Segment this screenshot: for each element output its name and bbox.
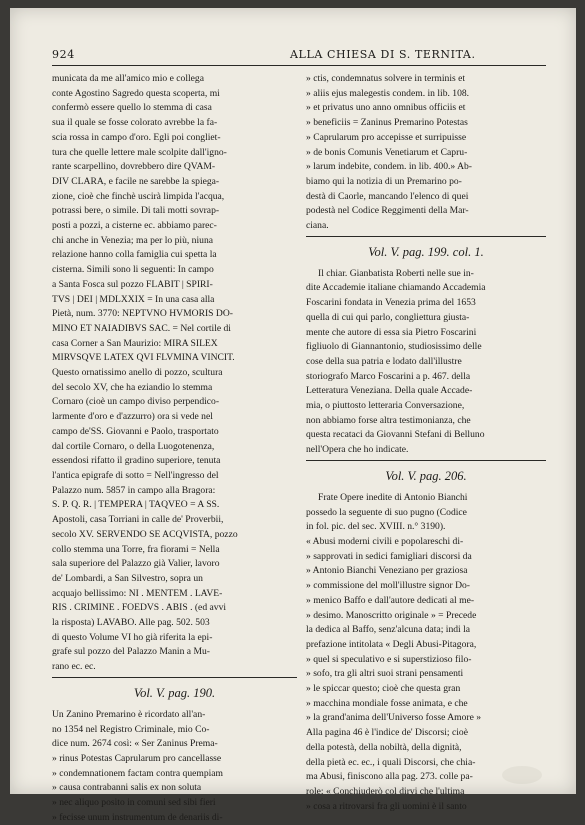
text-line: possedo la seguente di suo pugno (Codice (306, 506, 467, 518)
right-text-block-2 (306, 267, 546, 458)
text-line: sua il quale se fosse colorato avrebbe la fa- (52, 117, 218, 129)
text-line: » la grand'anima dell'Universo fosse Amore » (306, 712, 482, 724)
text-line: « Abusi moderni civili e popolareschi di- (306, 535, 464, 547)
text-line: municata da me all'amico mio e collega (52, 73, 204, 84)
text-line: » Antonio Bianchi Veneziano per graziosa (306, 565, 468, 577)
text-line: » fecisse unum instrumentum de denariis di- (52, 811, 223, 823)
text-line: campo de'SS. Giovanni e Paolo, trasportato (52, 425, 219, 437)
text-line: dal cortile Cornaro, o della Luogotenenza, (52, 440, 215, 452)
text-line: RIS . CRIMINE . FOEDVS . ABIS . (ed avvi (52, 602, 227, 614)
text-line: del secolo XV, che ha eziandio lo stemma (52, 381, 213, 393)
section-heading-vol-v-pag-206: Vol. V. pag. 206. (385, 468, 467, 483)
section-heading-vol-v-pag-199: Vol. V. pag. 199. col. 1. (368, 244, 484, 259)
text-line: in fol. pic. del sec. XVIII. n.° 3190). (306, 521, 446, 533)
text-line: » causa contrabanni salis ex non soluta (52, 782, 202, 794)
text-line: ma Abusi, finiscono alla pag. 273. colle pa- (306, 771, 473, 783)
text-line: posti a pozzi, a cisterne ec. abbiamo parec- (52, 220, 217, 232)
text-line: » sofo, tra gli altri suoi strani pensamenti (306, 668, 464, 680)
text-line: MIRVSQVE LATEX QVI FLVMINA VINCIT. (52, 352, 235, 364)
text-line: mente che autore di essa sia Pietro Foscarini (306, 326, 477, 338)
text-line: questa recataci da Giovanni Stefani di Belluno (306, 429, 485, 441)
text-line: Il chiar. Gianbatista Roberti nelle sue in- (318, 267, 474, 279)
text-line: storiografo Marco Foscarini a p. 467. della (306, 370, 471, 382)
text-line: casa Corner a San Maurizio: MIRA SILEX (52, 337, 218, 349)
text-line: no 1354 nel Registro Criminale, mio Co- (52, 723, 210, 735)
text-line: prefazione intitolata « Degli Abusi-Pitagora, (306, 638, 477, 650)
text-line: » beneficiis = Zaninus Premarino Potestas (306, 117, 468, 129)
text-line: grafe sul pozzo del Palazzo Manin a Mu- (52, 646, 210, 658)
left-column (52, 72, 297, 825)
text-line: nell'Opera che ho indicate. (306, 444, 409, 456)
text-line: » rinus Potestas Caprularum pro cancellasse (52, 752, 222, 764)
text-line: » aliis ejus malegestis condem. in lib. 108. (306, 87, 470, 99)
text-line: la dedica al Baffo, senz'alcuna data; indi la (306, 624, 471, 636)
text-line: rante scarpellino, dovrebbero dire QVAM- (52, 161, 216, 173)
text-line: » nec aliquo posito in comuni sed sibi fieri (52, 797, 216, 809)
text-line: tura che quelle lettere male scolpite dall'igno- (52, 146, 227, 158)
text-line: podestà nel Codice Reggimenti della Mar- (306, 205, 469, 217)
text-line: essendosi rifatto il gradino superiore, tenuta (52, 455, 221, 467)
text-line: » quel si speculativo e si superstizioso filo- (306, 653, 472, 665)
section-divider (306, 236, 546, 237)
text-line: confermò essere quello lo stemma di casa (52, 102, 212, 114)
text-line: chi anche in Venezia; ma per lo più, niuna (52, 234, 213, 246)
text-line: figliuolo di Giannantonio, studiosissimo delle (306, 341, 482, 353)
text-line: MINO ET NAIADIBVS SAC. = Nel cortile di (52, 322, 231, 334)
text-line: non abbiamo forse altra testimonianza, che (306, 414, 471, 426)
text-line: destà di Caorle, mancando l'elenco di quei (306, 190, 469, 202)
text-line: mia, o piuttosto letteraria Conversazione, (306, 400, 465, 412)
text-line: » et privatus uno anno omnibus officiis et (306, 102, 466, 114)
text-line: biamo qui la notizia di un Premarino po- (306, 175, 462, 187)
text-line: » condemnationem factam contra quempiam (52, 767, 224, 779)
text-line: quella di cui qui parlo, congliettura giusta- (306, 311, 470, 323)
text-line: cisterna. Simili sono li seguenti: In campo (52, 264, 214, 276)
text-line: scia rossa in campo d'oro. Egli poi congliet- (52, 131, 221, 143)
text-line: l'antica epigrafe di sotto = Nell'ingresso del (52, 469, 219, 481)
left-text-block-1 (52, 72, 297, 675)
text-line: Foscarini fondata in Venezia prima del 1653 (306, 297, 476, 309)
text-line: » larum indebite, condem. in lib. 400.» Ab- (306, 161, 472, 173)
section-divider (52, 677, 297, 678)
text-line: role: « Conchiuderò col dirvi che l'ultima (306, 785, 465, 797)
text-line: » Caprularum pro accepisse et surripuisse (306, 131, 467, 143)
running-title: ALLA CHIESA DI S. TERNITA. (290, 48, 476, 61)
paper-stain (502, 766, 542, 784)
section-heading-vol-v-pag-190: Vol. V. pag. 190. (133, 685, 216, 700)
text-line: zione, cioè che finchè uscirà limpida l'acqua, (52, 190, 225, 202)
right-text-block-3 (306, 491, 546, 814)
section-divider (306, 460, 546, 461)
text-line: a Santa Fosca sul pozzo FLABIT | SPIRI- (52, 278, 213, 290)
text-line: » le spiccar questo; cioè che questa gran (306, 683, 461, 695)
text-line: » desimo. Manoscritto originale » = Precede (306, 609, 477, 621)
text-line: Apostoli, casa Torriani in calle de' Proverbii, (52, 514, 224, 526)
text-line: della potestà, della nobiltà, della dignità, (306, 741, 462, 753)
right-column (306, 72, 546, 814)
text-line: » macchina mondiale fosse animata, e che (306, 697, 468, 709)
text-line: secolo XV. SERVENDO SE ACQVISTA, pozzo (52, 528, 238, 540)
text-line: » menico Baffo e dall'autore dedicati al me- (306, 594, 475, 606)
header-rule (52, 65, 546, 66)
text-line: DIV CLARA, e facile ne sarebbe la spiega- (52, 175, 220, 187)
book-page (10, 8, 576, 823)
text-line: larmente d'oro e d'azzurro) ora si vede nel (52, 411, 213, 423)
text-line: cose della sua patria e lodato dall'illustre (306, 355, 462, 367)
text-line: potrassi bere, o simile. Di tali motti sovrap- (52, 205, 220, 217)
text-line: rano ec. ec. (52, 661, 96, 673)
right-text-block-1 (306, 72, 546, 234)
text-line: Palazzo num. 5857 in campo alla Bragora: (52, 484, 216, 496)
text-line: » sapprovati in sedici famigliari discorsi da (306, 550, 472, 562)
text-line: TVS | DEI | MDLXXIX = In una casa alla (52, 293, 215, 305)
text-line: la risposta) LAVABO. Alle pag. 502. 503 (52, 617, 210, 629)
text-line: Frate Opere inedite di Antonio Bianchi (318, 491, 468, 503)
text-line: » cosa a ritrovarsi fra gli uomini è il santo (306, 800, 467, 812)
text-line: collo stemma una Torre, fra fiorami = Nella (52, 543, 220, 555)
text-line: de' Lombardi, a San Silvestro, sopra un (52, 572, 203, 584)
text-line: di questo Volume VI ho già riferita la epi- (52, 631, 213, 643)
text-line: della pietà ec. ec., i quali Discorsi, che chia- (306, 756, 476, 768)
text-line: Un Zanino Premarino è ricordato all'an- (52, 708, 206, 720)
text-line: Questo ornatissimo anello di pozzo, scultura (52, 367, 223, 379)
text-line: S. P. Q. R. | TEMPERA | TAQVEO = A SS. (52, 499, 220, 511)
text-line: » commissione del moll'illustre signor Do- (306, 580, 471, 592)
text-line: sala superiore del Palazzo già Valier, lavoro (52, 558, 220, 570)
text-line: conte Agostino Sagredo questa scoperta, mi (52, 87, 220, 99)
text-line: Alla pagina 46 è l'indice de' Discorsi; cioè (306, 727, 468, 739)
text-line: Cornaro (cioè un campo diviso perpendico- (52, 396, 220, 408)
text-line: dice num. 2674 così: « Ser Zaninus Prema- (52, 738, 218, 750)
text-line: » ctis, condemnatus solvere in terminis et (306, 73, 466, 84)
text-line: relazione hanno colla famiglia cui spetta la (52, 249, 217, 261)
text-line: ciana. (306, 220, 329, 232)
text-line: Pietà, num. 3770: NEPTVNO HVMORIS DO- (52, 308, 233, 320)
text-line: dite Accademie italiane chiamando Accademia (306, 282, 486, 294)
left-text-block-2 (52, 708, 297, 825)
text-line: Letteratura Veneziana. Della quale Accade- (306, 385, 473, 397)
page-number: 924 (52, 48, 75, 61)
text-line: » de bonis Comunis Venetiarum et Capru- (306, 146, 468, 158)
text-line: acquajo bellissimo: NI . MENTEM . LAVE- (52, 587, 223, 599)
